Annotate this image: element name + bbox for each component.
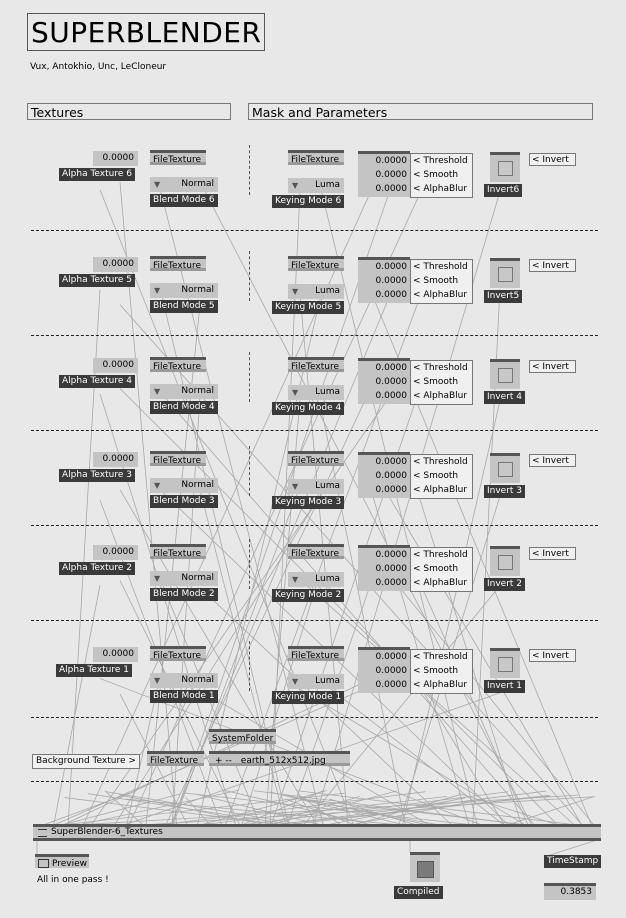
alpha-value-box[interactable]: 0.0000	[93, 151, 138, 166]
divider-line	[31, 781, 598, 782]
blend-mode-label: Blend Mode 5	[150, 300, 218, 313]
file-texture-node[interactable]: FileTexture	[150, 256, 206, 271]
keying-mode-label: Keying Mode 5	[272, 301, 344, 314]
threshold-value[interactable]: 0.0000	[375, 550, 407, 560]
parameter-labels	[410, 454, 473, 499]
wire	[547, 840, 597, 856]
checkbox-square	[498, 657, 513, 672]
invert-input-label: < Invert	[529, 360, 576, 373]
blend-mode-label: Blend Mode 4	[150, 401, 218, 414]
blend-value: Normal	[181, 573, 214, 583]
mask-file-texture-node[interactable]: FileTexture	[288, 544, 344, 559]
checkbox-square	[498, 267, 513, 282]
checkbox-square	[498, 462, 513, 477]
mask-file-texture-node[interactable]: FileTexture	[288, 256, 344, 271]
main-node-label: SuperBlender-6_Textures	[51, 827, 163, 837]
threshold-value[interactable]: 0.0000	[375, 363, 407, 373]
alpha-texture-label: Alpha Texture 2	[59, 562, 135, 575]
invert-toggle[interactable]	[490, 453, 520, 483]
alphablur-value[interactable]: 0.0000	[375, 184, 407, 194]
invert-node-label: Invert 3	[484, 485, 525, 498]
blend-value: Normal	[181, 480, 214, 490]
mask-params-section-header: Mask and Parameters	[248, 103, 593, 120]
note-text: All in one pass !	[37, 875, 109, 885]
invert-toggle[interactable]	[490, 359, 520, 389]
invert-toggle[interactable]	[490, 546, 520, 576]
keying-value: Luma	[315, 180, 340, 190]
keying-value: Luma	[315, 481, 340, 491]
threshold-value[interactable]: 0.0000	[375, 156, 407, 166]
keying-value: Luma	[315, 574, 340, 584]
menu-icon	[38, 829, 47, 837]
smooth-label: < Smooth	[413, 564, 459, 574]
keying-value: Luma	[315, 676, 340, 686]
alphablur-value[interactable]: 0.0000	[375, 485, 407, 495]
smooth-value[interactable]: 0.0000	[375, 564, 407, 574]
invert-toggle[interactable]	[490, 258, 520, 288]
chevron-down-icon: ▼	[154, 676, 161, 685]
invert-node-label: Invert5	[484, 290, 522, 303]
divider-line	[31, 230, 598, 231]
mask-file-texture-node[interactable]: FileTexture	[288, 357, 344, 372]
blend-mode-dropdown[interactable]	[150, 673, 218, 688]
vertical-divider	[249, 251, 250, 301]
checkbox-square	[498, 555, 513, 570]
alphablur-label: < AlphaBlur	[413, 485, 468, 495]
wire	[197, 299, 320, 826]
blend-mode-dropdown[interactable]	[150, 283, 218, 298]
alphablur-label: < AlphaBlur	[413, 680, 468, 690]
vertical-divider	[249, 539, 250, 589]
blend-mode-dropdown[interactable]	[150, 571, 218, 586]
chevron-down-icon: ▼	[154, 180, 161, 189]
invert-input-label: < Invert	[529, 454, 576, 467]
divider-line	[31, 525, 598, 526]
vertical-divider	[249, 641, 250, 691]
blend-value: Normal	[181, 675, 214, 685]
keying-mode-label: Keying Mode 3	[272, 496, 344, 509]
smooth-label: < Smooth	[413, 377, 459, 387]
alphablur-value[interactable]: 0.0000	[375, 391, 407, 401]
alpha-value-box[interactable]: 0.0000	[93, 257, 138, 272]
smooth-label: < Smooth	[413, 666, 459, 676]
smooth-value[interactable]: 0.0000	[375, 377, 407, 387]
wire	[390, 576, 595, 826]
alphablur-value[interactable]: 0.0000	[375, 578, 407, 588]
wire	[41, 792, 134, 826]
vertical-divider	[249, 145, 250, 195]
alpha-value-box[interactable]: 0.0000	[93, 452, 138, 467]
keying-mode-dropdown[interactable]	[288, 572, 344, 587]
alphablur-value[interactable]: 0.0000	[375, 290, 407, 300]
keying-mode-label: Keying Mode 6	[272, 195, 344, 208]
threshold-value[interactable]: 0.0000	[375, 652, 407, 662]
system-folder-node[interactable]: SystemFolder	[209, 729, 276, 744]
mask-file-texture-node[interactable]: FileTexture	[288, 451, 344, 466]
compiled-toggle[interactable]	[410, 852, 440, 882]
textures-section-header: Textures	[27, 103, 231, 120]
parameter-values[interactable]	[358, 151, 410, 197]
blend-mode-dropdown[interactable]	[150, 384, 218, 399]
blend-mode-dropdown[interactable]	[150, 478, 218, 493]
alpha-texture-label: Alpha Texture 3	[59, 469, 135, 482]
alphablur-label: < AlphaBlur	[413, 578, 468, 588]
keying-mode-dropdown[interactable]	[288, 479, 344, 494]
chevron-down-icon: ▼	[292, 482, 299, 491]
chevron-down-icon: ▼	[292, 181, 299, 190]
keying-mode-label: Keying Mode 2	[272, 589, 344, 602]
invert-toggle[interactable]	[490, 152, 520, 182]
threshold-value[interactable]: 0.0000	[375, 457, 407, 467]
alphablur-value[interactable]: 0.0000	[375, 680, 407, 690]
preview-toggle[interactable]	[35, 854, 89, 868]
divider-line	[31, 620, 598, 621]
wire	[200, 490, 286, 826]
invert-toggle[interactable]	[490, 648, 520, 678]
threshold-label: < Threshold	[413, 262, 468, 272]
blend-value: Normal	[181, 386, 214, 396]
file-texture-node[interactable]: FileTexture	[150, 544, 206, 559]
alpha-value-box[interactable]: 0.0000	[93, 358, 138, 373]
chevron-down-icon: ▼	[292, 677, 299, 686]
parameter-values[interactable]	[358, 647, 410, 693]
threshold-label: < Threshold	[413, 550, 468, 560]
file-texture-node[interactable]: FileTexture	[150, 646, 206, 661]
file-texture-node[interactable]: FileTexture	[150, 357, 206, 372]
smooth-value[interactable]: 0.0000	[375, 170, 407, 180]
parameter-labels	[410, 547, 473, 592]
parameter-labels	[410, 153, 473, 198]
window-icon	[38, 859, 49, 868]
vertical-divider	[249, 352, 250, 402]
chevron-down-icon: ▼	[154, 387, 161, 396]
divider-line	[31, 430, 598, 431]
background-filename-node[interactable]	[209, 751, 350, 766]
alpha-texture-label: Alpha Texture 4	[59, 375, 135, 388]
keying-mode-dropdown[interactable]	[288, 674, 344, 689]
preview-label: Preview	[52, 859, 88, 869]
chevron-down-icon: ▼	[154, 574, 161, 583]
mask-file-texture-node[interactable]: FileTexture	[288, 150, 344, 165]
blend-mode-label: Blend Mode 3	[150, 495, 218, 508]
alphablur-label: < AlphaBlur	[413, 391, 468, 401]
invert-input-label: < Invert	[529, 153, 576, 166]
background-texture-label: Background Texture >	[32, 754, 140, 769]
file-texture-node[interactable]: FileTexture	[150, 150, 206, 165]
chevron-down-icon: ▼	[292, 388, 299, 397]
threshold-label: < Threshold	[413, 457, 468, 467]
invert-input-label: < Invert	[529, 259, 576, 272]
superblender-main-node[interactable]	[33, 824, 601, 841]
alpha-texture-label: Alpha Texture 5	[59, 274, 135, 287]
blend-mode-label: Blend Mode 1	[150, 690, 218, 703]
filename-prefix: + --	[215, 756, 232, 766]
blend-value: Normal	[181, 285, 214, 295]
threshold-value[interactable]: 0.0000	[375, 262, 407, 272]
checkbox-square	[498, 368, 513, 383]
invert-node-label: Invert 2	[484, 578, 525, 591]
invert-input-label: < Invert	[529, 649, 576, 662]
threshold-label: < Threshold	[413, 156, 468, 166]
alpha-value-box[interactable]: 0.0000	[93, 647, 138, 662]
parameter-values[interactable]	[358, 257, 410, 303]
checkbox-square	[498, 161, 513, 176]
parameter-values[interactable]	[358, 545, 410, 591]
mask-file-texture-node[interactable]: FileTexture	[288, 646, 344, 661]
invert-node-label: Invert 4	[484, 391, 525, 404]
alphablur-label: < AlphaBlur	[413, 290, 468, 300]
parameter-labels	[410, 259, 473, 304]
alpha-texture-label: Alpha Texture 1	[56, 664, 132, 677]
chevron-down-icon: ▼	[154, 286, 161, 295]
alpha-texture-label: Alpha Texture 6	[59, 168, 135, 181]
threshold-label: < Threshold	[413, 363, 468, 373]
threshold-label: < Threshold	[413, 652, 468, 662]
keying-mode-dropdown[interactable]	[288, 178, 344, 193]
compiled-label: Compiled	[394, 886, 443, 899]
smooth-label: < Smooth	[413, 471, 459, 481]
page-title: SUPERBLENDER	[27, 13, 265, 51]
chevron-down-icon: ▼	[292, 287, 299, 296]
keying-mode-label: Keying Mode 1	[272, 691, 344, 704]
parameter-labels	[410, 649, 473, 694]
blend-mode-label: Blend Mode 2	[150, 588, 218, 601]
keying-mode-dropdown[interactable]	[288, 284, 344, 299]
smooth-label: < Smooth	[413, 276, 459, 286]
smooth-label: < Smooth	[413, 170, 459, 180]
invert-input-label: < Invert	[529, 547, 576, 560]
wire	[53, 585, 100, 826]
keying-mode-label: Keying Mode 4	[272, 402, 344, 415]
alpha-value-box[interactable]: 0.0000	[93, 545, 138, 560]
alphablur-label: < AlphaBlur	[413, 184, 468, 194]
parameter-values[interactable]	[358, 452, 410, 498]
file-texture-node[interactable]: FileTexture	[150, 451, 206, 466]
blend-value: Normal	[181, 179, 214, 189]
divider-line	[31, 717, 598, 718]
blend-mode-label: Blend Mode 6	[150, 194, 218, 207]
invert-node-label: Invert6	[484, 184, 522, 197]
background-file-texture-node[interactable]: FileTexture	[147, 751, 204, 766]
timestamp-value[interactable]: 0.3853	[544, 883, 596, 900]
keying-value: Luma	[315, 387, 340, 397]
smooth-value[interactable]: 0.0000	[375, 276, 407, 286]
vertical-divider	[249, 446, 250, 496]
authors-text: Vux, Antokhio, Unc, LeCloneur	[30, 62, 167, 72]
parameter-values[interactable]	[358, 358, 410, 404]
chevron-down-icon: ▼	[154, 481, 161, 490]
keying-value: Luma	[315, 286, 340, 296]
divider-line	[31, 335, 598, 336]
invert-node-label: Invert 1	[484, 680, 525, 693]
keying-mode-dropdown[interactable]	[288, 385, 344, 400]
parameter-labels	[410, 360, 473, 405]
compiled-indicator	[417, 861, 434, 878]
chevron-down-icon: ▼	[292, 575, 299, 584]
wire	[287, 586, 370, 826]
timestamp-label: TimeStamp	[544, 855, 601, 868]
blend-mode-dropdown[interactable]	[150, 177, 218, 192]
smooth-value[interactable]: 0.0000	[375, 666, 407, 676]
smooth-value[interactable]: 0.0000	[375, 471, 407, 481]
filename-text: earth_512x512.jpg	[240, 756, 326, 766]
